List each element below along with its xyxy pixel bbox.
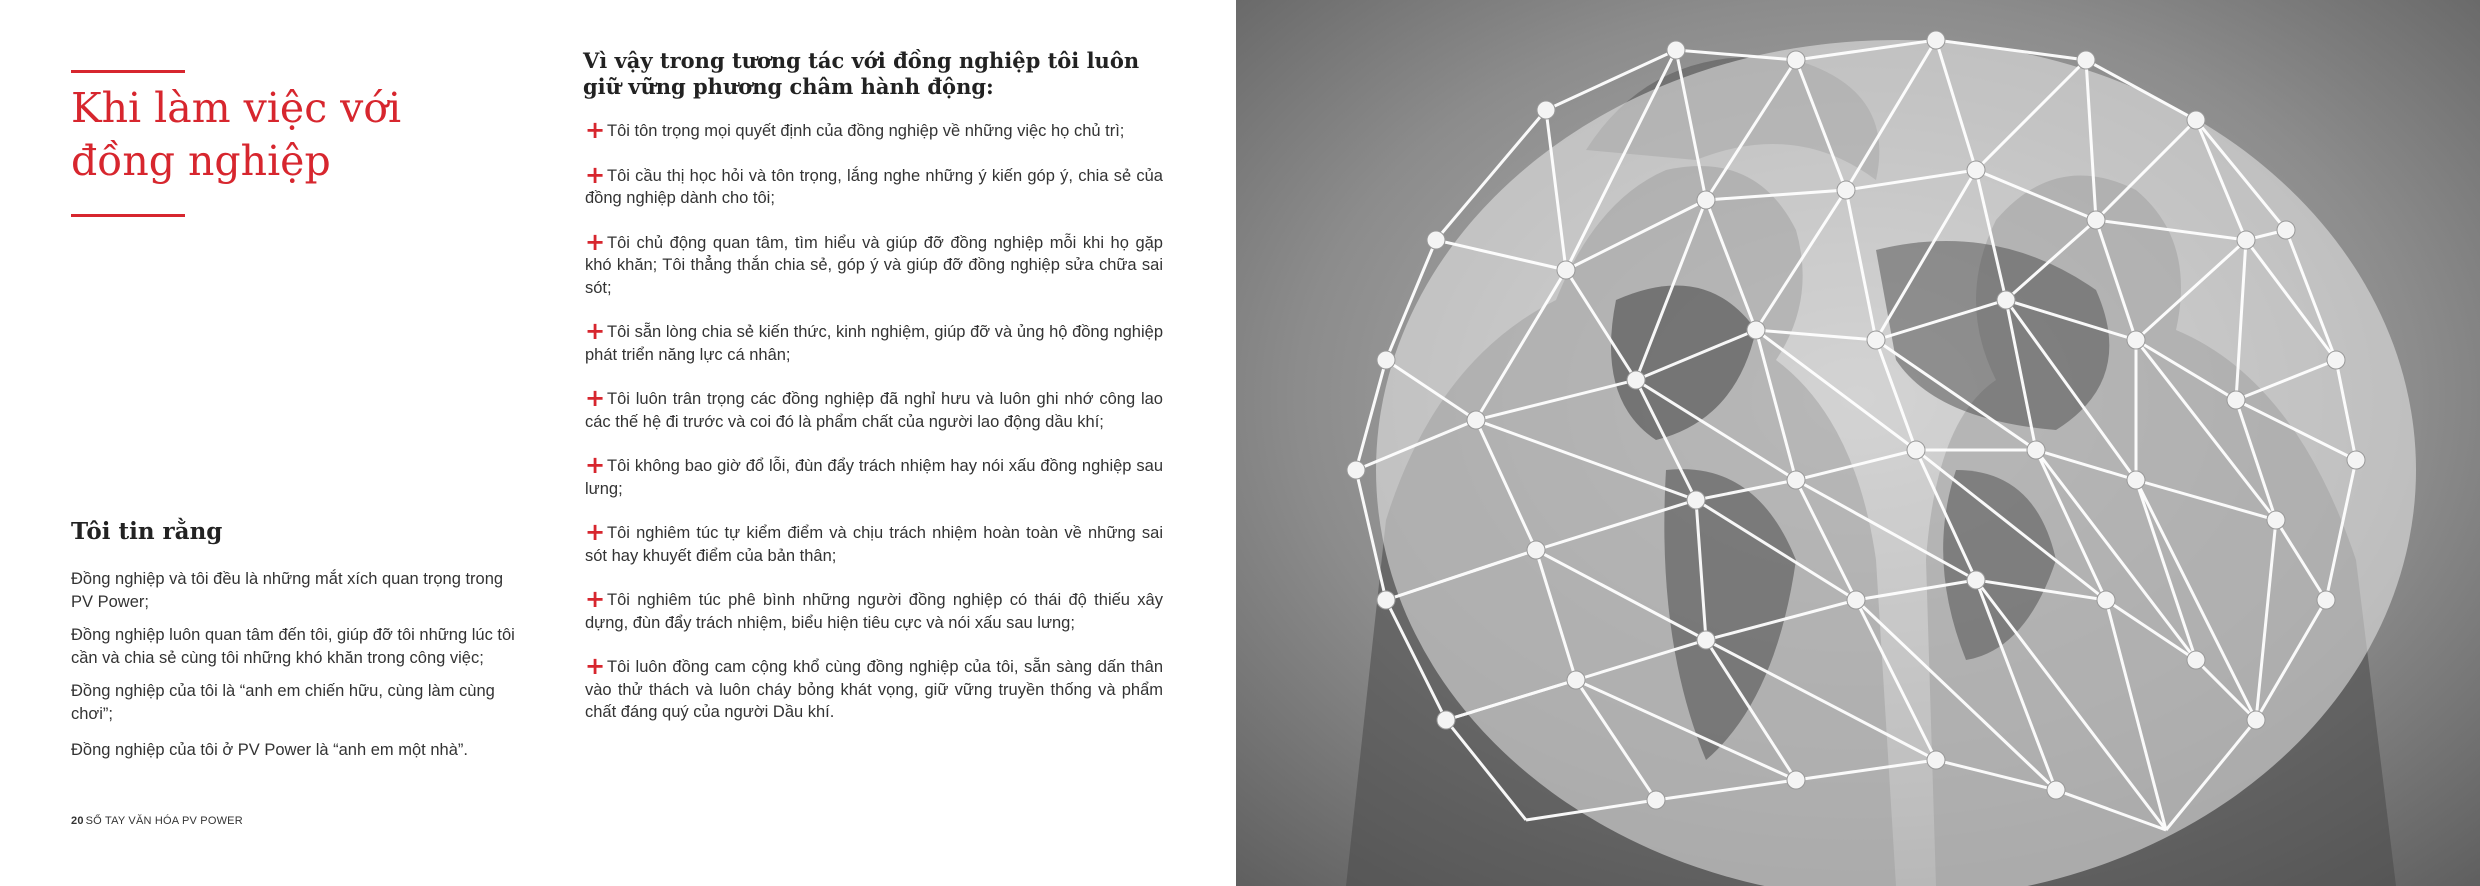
- principle-text: Tôi luôn đồng cam cộng khổ cùng đồng nghiệp của tôi, sẵn sàng dấn thân vào thử thách và luôn cháy bỏng khát vọng, giữ vững truyền thống và phẩm chất đáng quý của người Dầu khí.: [585, 658, 1163, 721]
- belief-item: Đồng nghiệp của tôi ở PV Power là “anh em một nhà”.: [71, 741, 468, 759]
- belief-heading: Tôi tin rằng: [71, 518, 223, 545]
- page-number: 20: [71, 815, 84, 827]
- principle-item: [585, 451, 1163, 500]
- page-title: Khi làm việc với đồng nghiệp: [71, 84, 402, 185]
- plus-icon: +: [585, 518, 606, 546]
- title-rule-top: [71, 70, 185, 73]
- plus-icon: +: [585, 652, 606, 680]
- principle-text: Tôi không bao giờ đổ lỗi, đùn đẩy trách nhiệm hay nói xấu đồng nghiệp sau lưng;: [585, 457, 1163, 498]
- principle-text: Tôi chủ động quan tâm, tìm hiểu và giúp đỡ đồng nghiệp mỗi khi họ gặp khó khăn; Tôi thẳng thắn chia sẻ, góp ý và giúp đỡ đồng nghiệp sửa chữa sai sót;: [585, 233, 1163, 297]
- plus-icon: +: [585, 227, 606, 256]
- principle-text: Tôi nghiêm túc tự kiểm điểm và chịu trách nhiệm hoàn toàn về những sai sót hay khuyết điểm của bản thân;: [585, 524, 1163, 565]
- plus-icon: +: [585, 317, 606, 345]
- principle-text: Tôi nghiêm túc phê bình những người đồng nghiệp có thái độ thiếu xây dựng, đùn đẩy trách nhiệm, biểu hiện tiêu cực và nói xấu sau lưng;: [585, 591, 1163, 632]
- plus-icon: +: [585, 585, 606, 613]
- belief-list: [71, 568, 523, 772]
- principle-item: [585, 518, 1163, 567]
- principle-item: [585, 227, 1163, 300]
- principle-text: Tôi luôn trân trọng các đồng nghiệp đã nghỉ hưu và luôn ghi nhớ công lao các thế hệ đi trước và coi đó là phẩm chất của người lao động dầu khí;: [585, 390, 1163, 431]
- title-rule-bottom: [71, 214, 185, 217]
- globe: [1376, 40, 2416, 886]
- principles-list: [585, 116, 1163, 746]
- plus-icon: +: [585, 384, 606, 412]
- principle-text: Tôi tôn trọng mọi quyết định của đồng nghiệp về những việc họ chủ trì;: [607, 122, 1125, 140]
- principle-item: [585, 652, 1163, 724]
- principle-item: [585, 116, 1163, 144]
- belief-item: Đồng nghiệp và tôi đều là những mắt xích quan trọng trong PV Power;: [71, 570, 504, 611]
- plus-icon: +: [585, 116, 606, 144]
- belief-item: Đồng nghiệp luôn quan tâm đến tôi, giúp đỡ tôi những lúc tôi cần và chia sẻ cùng tôi những khó khăn trong công việc;: [71, 626, 515, 667]
- principle-item: [585, 384, 1163, 433]
- plus-icon: +: [585, 451, 606, 479]
- principles-intro: Vì vậy trong tương tác với đồng nghiệp tôi luôn giữ vững phương châm hành động:: [583, 48, 1140, 99]
- principle-text: Tôi cầu thị học hỏi và tôn trọng, lắng nghe những ý kiến góp ý, chia sẻ của đồng nghiệp dành cho tôi;: [585, 166, 1163, 207]
- belief-item: Đồng nghiệp của tôi là “anh em chiến hữu, cùng làm cùng chơi”;: [71, 682, 495, 723]
- principle-item: [585, 160, 1163, 210]
- principle-item: [585, 317, 1163, 366]
- page-footer: [71, 815, 243, 827]
- plus-icon: +: [585, 160, 606, 189]
- footer-text: SỔ TAY VĂN HÓA PV POWER: [85, 815, 243, 827]
- principle-item: [585, 585, 1163, 634]
- geodesic-globe-illustration: [1236, 0, 2480, 886]
- principle-text: Tôi sẵn lòng chia sẻ kiến thức, kinh nghiệm, giúp đỡ và ủng hộ đồng nghiệp phát triển năng lực cá nhân;: [585, 323, 1163, 364]
